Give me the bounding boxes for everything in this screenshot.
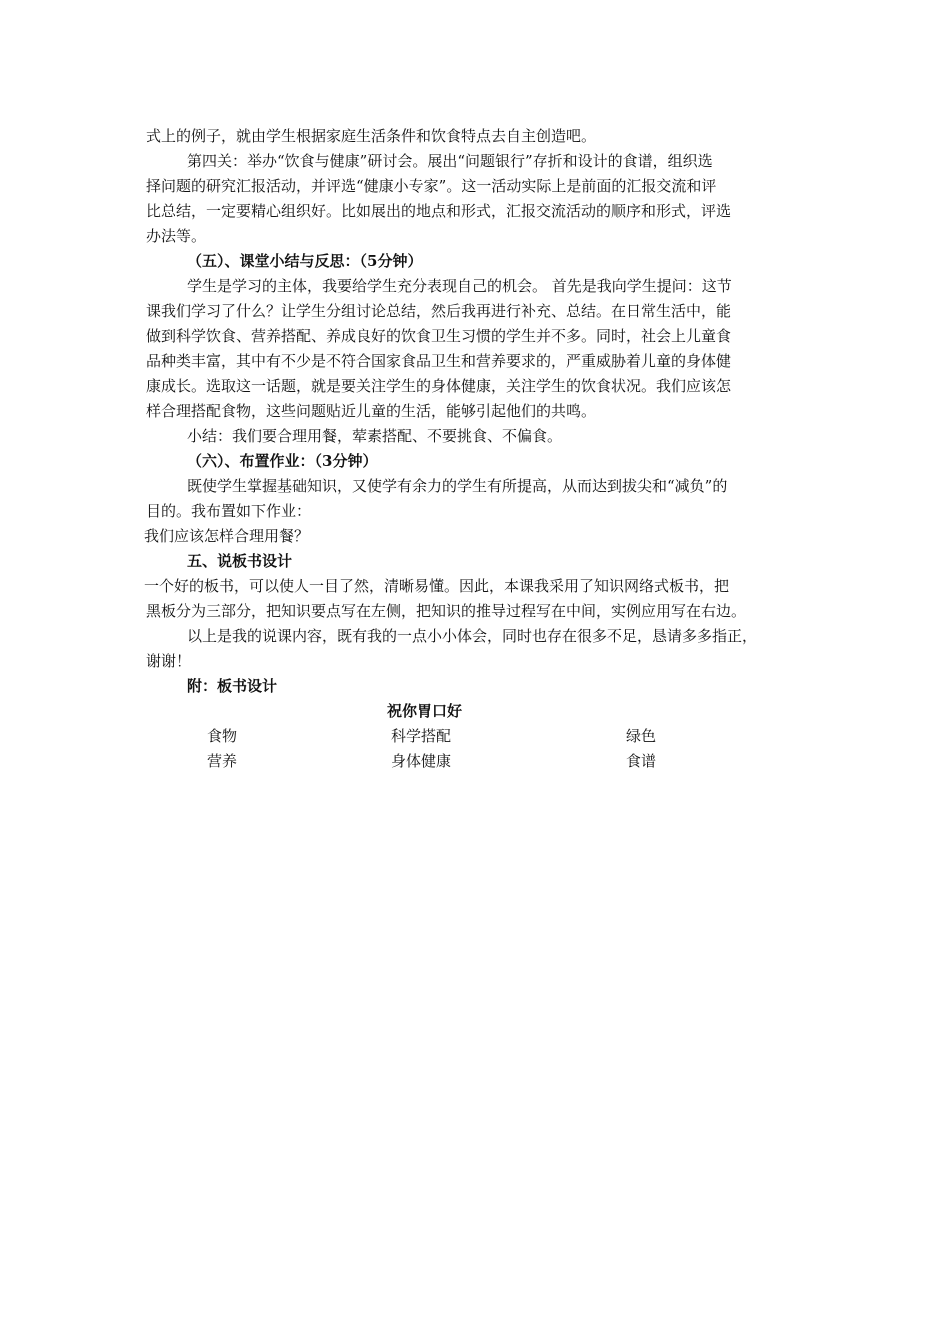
board-cell: 科学搭配 xyxy=(391,727,452,745)
paragraph-line: 目的。我布置如下作业： xyxy=(146,502,312,520)
board-cell: 食物 xyxy=(207,727,238,745)
paragraph-line: 以上是我的说课内容，既有我的一点小小体会，同时也存在很多不足，恳请多多指正， xyxy=(187,627,758,645)
board-cell: 绿色 xyxy=(626,727,657,745)
section-heading: （五）、课堂小结与反思：（5分钟） xyxy=(187,252,423,270)
paragraph-line: 课我们学习了什么？让学生分组讨论总结，然后我再进行补充、总结。在日常生活中，能 xyxy=(146,302,732,320)
paragraph-line: 谢谢！ xyxy=(146,652,192,670)
board-cell: 身体健康 xyxy=(391,752,452,770)
paragraph-line: 式上的例子，就由学生根据家庭生活条件和饮食特点去自主创造吧。 xyxy=(146,127,597,145)
paragraph-line: 既使学生掌握基础知识，又使学有余力的学生有所提高，从而达到拔尖和“减负”的 xyxy=(187,477,728,495)
section-heading: 附：板书设计 xyxy=(187,677,278,695)
paragraph-line: 康成长。选取这一话题，就是要关注学生的身体健康，关注学生的饮食状况。我们应该怎 xyxy=(146,377,732,395)
board-cell: 食谱 xyxy=(626,752,657,770)
paragraph-line: 办法等。 xyxy=(146,227,207,245)
paragraph-line: 择问题的研究汇报活动，并评选“健康小专家”。这一活动实际上是前面的汇报交流和评 xyxy=(146,177,717,195)
board-cell: 营养 xyxy=(207,752,238,770)
paragraph-line: 样合理搭配食物，这些问题贴近儿童的生活，能够引起他们的共鸣。 xyxy=(146,402,597,420)
section-heading: （六）、布置作业：（3分钟） xyxy=(187,452,378,470)
summary-line: 小结：我们要合理用餐，荤素搭配、不要挑食、不偏食。 xyxy=(187,427,563,445)
paragraph-line: 比总结，一定要精心组织好。比如展出的地点和形式，汇报交流活动的顺序和形式，评选 xyxy=(146,202,732,220)
paragraph-line: 我们应该怎样合理用餐？ xyxy=(144,527,310,545)
paragraph-line: 品种类丰富，其中有不少是不符合国家食品卫生和营养要求的，严重威胁着儿童的身体健 xyxy=(146,352,732,370)
section-heading: 五、说板书设计 xyxy=(187,552,293,570)
paragraph-line: 一个好的板书，可以使人一目了然，清晰易懂。因此，本课我采用了知识网络式板书，把 xyxy=(144,577,730,595)
paragraph-line: 学生是学习的主体，我要给学生充分表现自己的机会。 首先是我向学生提问：这节 xyxy=(187,277,732,295)
paragraph-line: 第四关：举办“饮食与健康”研讨会。展出“问题银行”存折和设计的食谱，组织选 xyxy=(187,152,713,170)
paragraph-line: 做到科学饮食、营养搭配、养成良好的饮食卫生习惯的学生并不多。同时，社会上儿童食 xyxy=(146,327,732,345)
board-title: 祝你胃口好 xyxy=(387,702,463,720)
paragraph-line: 黑板分为三部分，把知识要点写在左侧，把知识的推导过程写在中间，实例应用写在右边。 xyxy=(146,602,747,620)
